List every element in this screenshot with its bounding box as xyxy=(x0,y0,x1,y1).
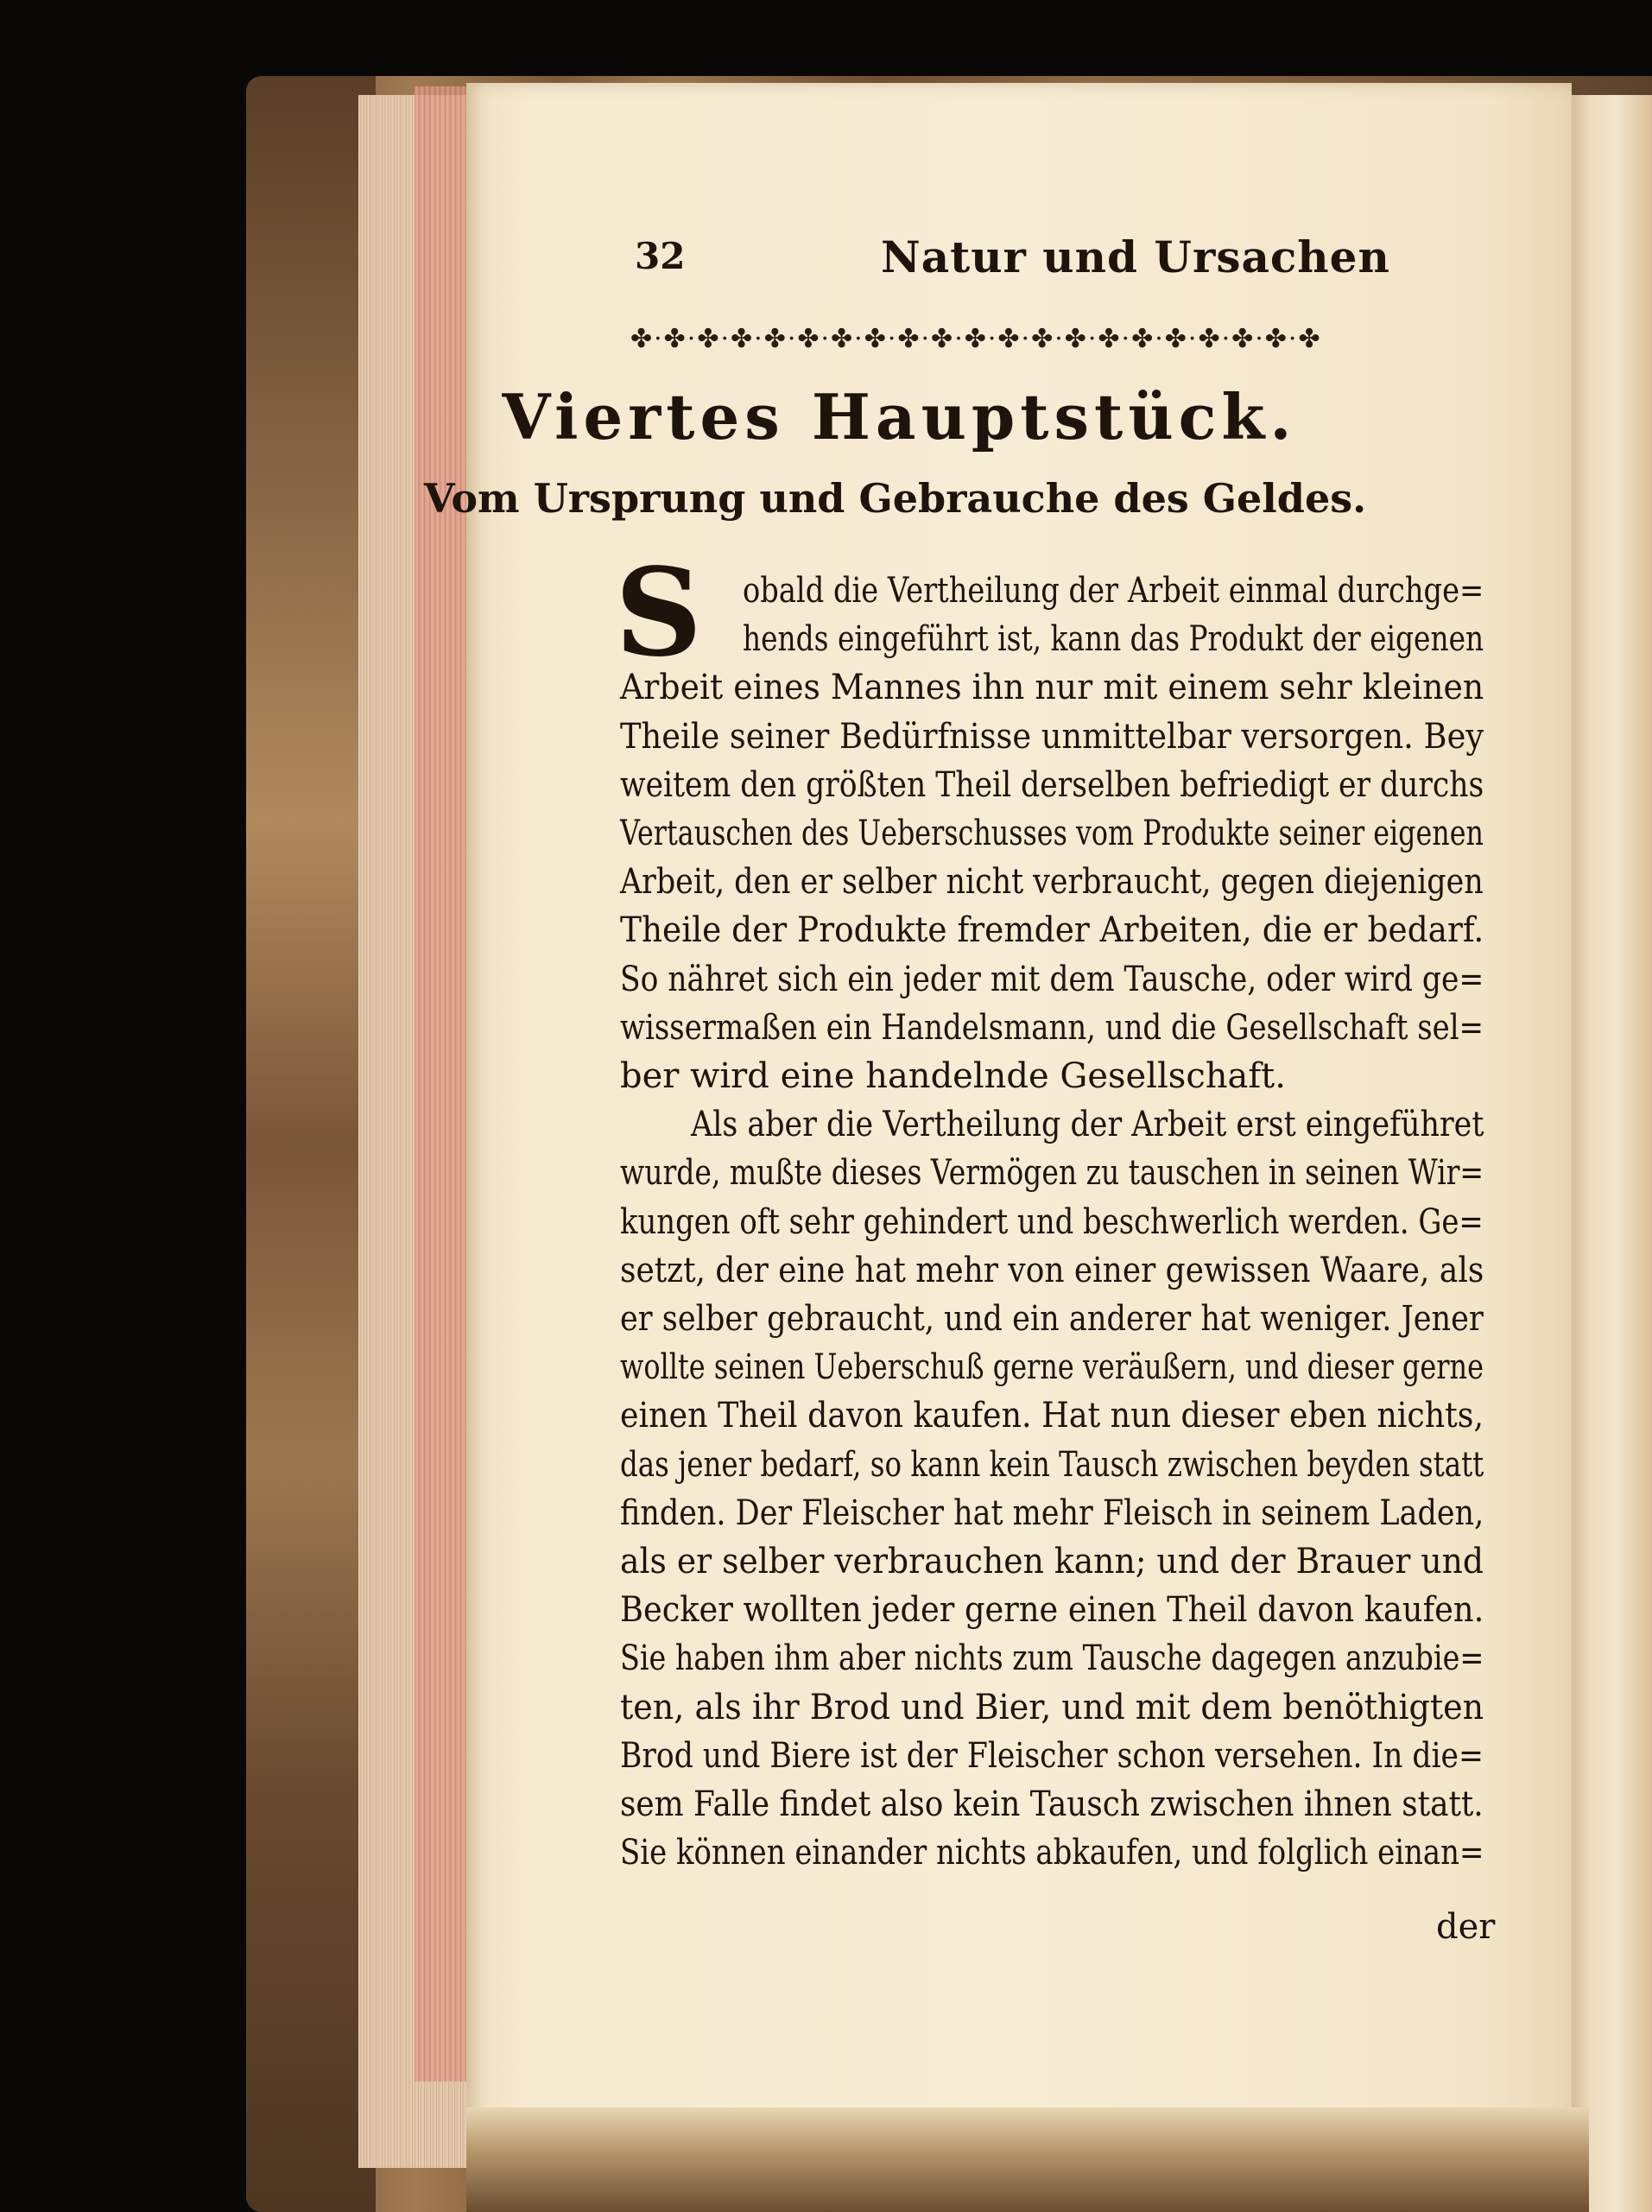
text-line: weitem den größten Theil derselben befriedigt er durchs xyxy=(620,764,1484,805)
page-bottom-shadow xyxy=(466,2107,1589,2212)
text-line: einen Theil davon kaufen. Hat nun dieser eben nichts, xyxy=(620,1396,1484,1436)
text-line: Als aber die Vertheilung der Arbeit erst eingeführet xyxy=(691,1105,1484,1145)
text-line: als er selber verbrauchen kann; und der Brauer und xyxy=(620,1542,1484,1581)
chapter-subtitle: Vom Ursprung und Gebrauche des Geldes. xyxy=(423,475,1367,522)
chapter-title: Viertes Hauptstück. xyxy=(502,380,1297,453)
text-line: das jener bedarf, so kann kein Tausch zwischen beyden statt xyxy=(620,1444,1484,1485)
text-line: Vertauschen des Ueberschusses vom Produkte seiner eigenen xyxy=(620,814,1484,853)
text-line: Sie können einander nichts abkaufen, und folglich einan= xyxy=(620,1833,1484,1873)
page-number: 32 xyxy=(635,235,686,277)
text-line: er selber gebraucht, und ein anderer hat weniger. Jener xyxy=(620,1299,1484,1339)
text-line: finden. Der Fleischer hat mehr Fleisch in seinem Laden, xyxy=(620,1493,1484,1533)
text-line: Becker wollten jeder gerne einen Theil davon kaufen. xyxy=(620,1590,1484,1631)
text-line: wissermaßen ein Handelsmann, und die Gesellschaft sel= xyxy=(620,1007,1484,1048)
text-line: hends eingeführt ist, kann das Produkt der eigenen xyxy=(743,619,1484,660)
text-line: Sie haben ihm aber nichts zum Tausche dagegen anzubie= xyxy=(620,1638,1484,1679)
text-line: So nähret sich ein jeder mit dem Tausche, oder wird ge= xyxy=(620,959,1484,999)
ornament-rule: ✤·✤·✤·✤·✤·✤·✤·✤·✤·✤·✤·✤·✤·✤·✤·✤·✤·✤·✤·✤·✤ xyxy=(630,324,1322,354)
text-line: wollte seinen Ueberschuß gerne veräußern, und dieser gerne xyxy=(620,1347,1484,1388)
text-line: ber wird eine handelnde Gesellschaft. xyxy=(620,1056,1286,1096)
text-line: wurde, mußte dieses Vermögen zu tauschen in seinen Wir= xyxy=(620,1153,1484,1194)
drop-cap: S xyxy=(615,542,703,684)
text-line: Theile seiner Bedürfnisse unmittelbar versorgen. Bey xyxy=(620,716,1484,757)
text-line: kungen oft sehr gehindert und beschwerlich werden. Ge= xyxy=(620,1201,1484,1242)
text-line: Brod und Biere ist der Fleischer schon versehen. In die= xyxy=(620,1735,1484,1776)
catchword: der xyxy=(1436,1907,1496,1947)
running-head: Natur und Ursachen xyxy=(881,231,1390,282)
text-line: Arbeit eines Mannes ihn nur mit einem sehr kleinen xyxy=(620,668,1484,708)
text-line: ten, als ihr Brod und Bier, und mit dem benöthigten xyxy=(620,1687,1484,1727)
text-line: Theile der Produkte fremder Arbeiten, die er bedarf. xyxy=(620,910,1484,951)
text-line: sem Falle findet also kein Tausch zwischen ihnen statt. xyxy=(620,1784,1484,1824)
text-line: obald die Vertheilung der Arbeit einmal durchge= xyxy=(743,571,1484,611)
text-line: setzt, der eine hat mehr von einer gewissen Waare, als xyxy=(620,1250,1484,1290)
text-line: Arbeit, den er selber nicht verbraucht, gegen diejenigen xyxy=(620,862,1484,903)
